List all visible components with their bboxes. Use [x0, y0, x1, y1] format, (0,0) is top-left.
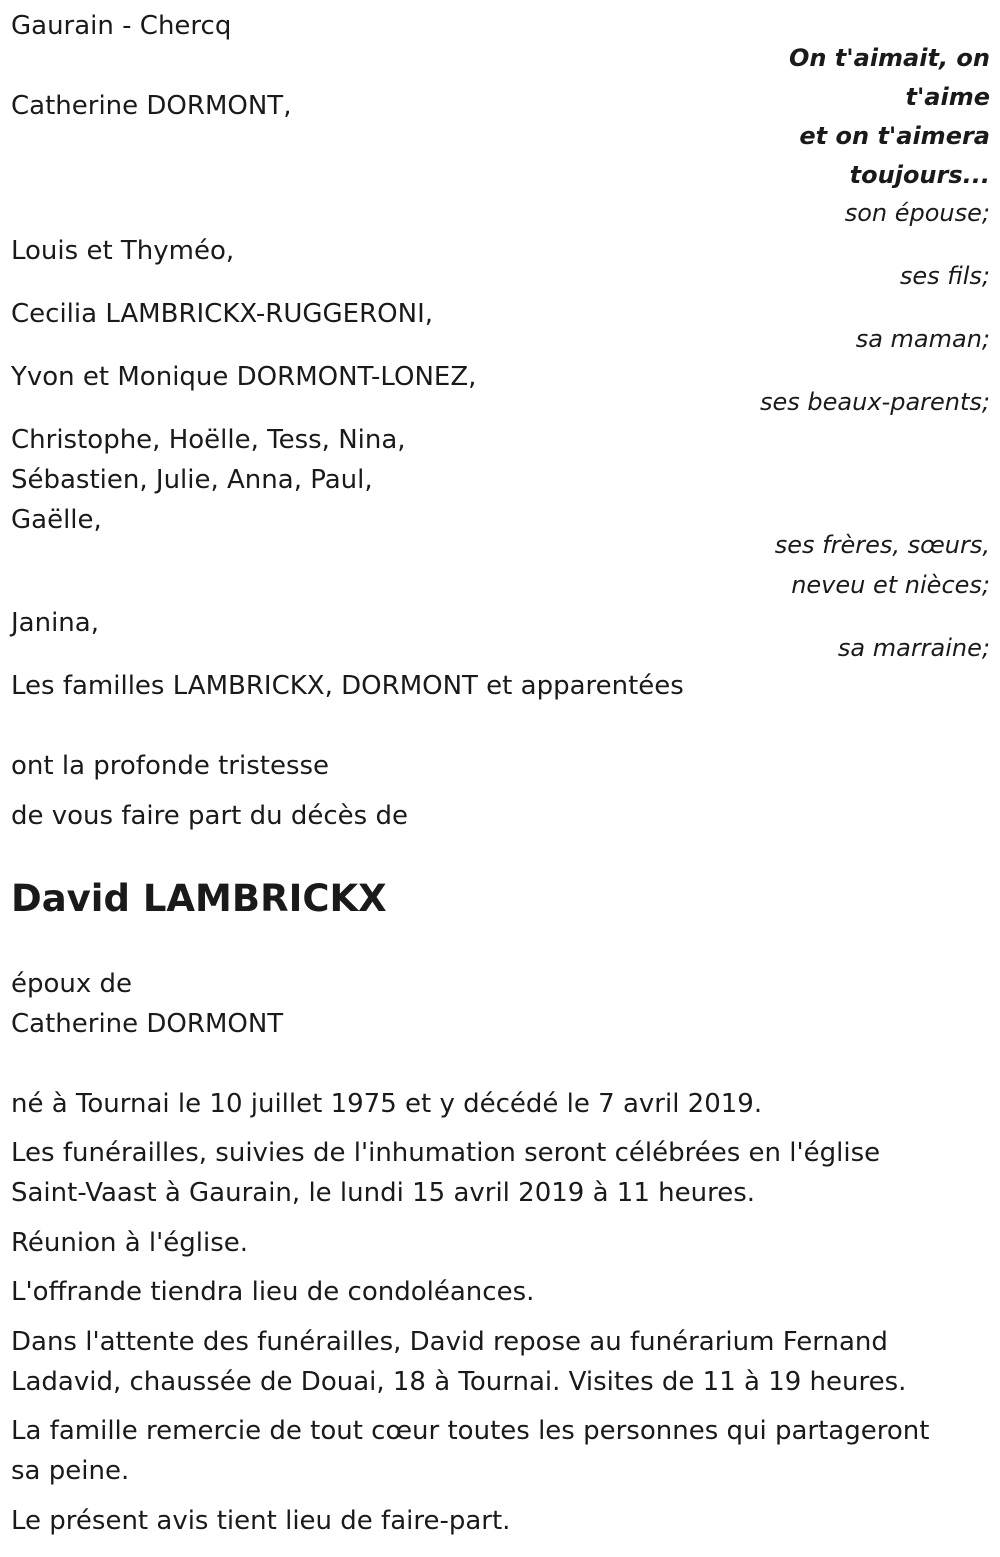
family-name-siblings: Gaëlle,	[11, 505, 102, 535]
relation-godmother: sa marraine;	[837, 634, 990, 662]
quote-line: t'aime	[905, 83, 990, 111]
detail-line: né à Tournai le 10 juillet 1975 et y décédé le 7 avril 2019.	[11, 1089, 763, 1119]
detail-line: Saint-Vaast à Gaurain, le lundi 15 avril 2019 à 11 heures.	[11, 1178, 756, 1208]
announcement-line: ont la profonde tristesse	[11, 751, 330, 781]
detail-line: Réunion à l'église.	[11, 1228, 249, 1258]
spouse-label: époux de	[11, 969, 133, 999]
family-name-siblings: Sébastien, Julie, Anna, Paul,	[11, 465, 373, 495]
family-name-families: Les familles LAMBRICKX, DORMONT et apparentées	[11, 671, 684, 701]
place-heading: Gaurain - Chercq	[11, 11, 232, 41]
family-name-siblings: Christophe, Hoëlle, Tess, Nina,	[11, 425, 406, 455]
family-name-parents-in-law: Yvon et Monique DORMONT-LONEZ,	[11, 362, 477, 392]
detail-line: Les funérailles, suivies de l'inhumation seront célébrées en l'église	[11, 1138, 881, 1168]
relation-siblings: neveu et nièces;	[791, 571, 990, 599]
spouse-name: Catherine DORMONT	[11, 1009, 284, 1039]
relation-sons: ses fils;	[899, 262, 990, 290]
quote-line: On t'aimait, on	[788, 44, 990, 72]
detail-line: sa peine.	[11, 1456, 130, 1486]
announcement-line: de vous faire part du décès de	[11, 801, 408, 831]
family-name-godmother: Janina,	[11, 608, 99, 638]
detail-line: La famille remercie de tout cœur toutes les personnes qui partageront	[11, 1416, 930, 1446]
deceased-name: David LAMBRICKX	[11, 877, 387, 920]
family-name-spouse: Catherine DORMONT,	[11, 91, 292, 121]
detail-line: Le présent avis tient lieu de faire-part.	[11, 1506, 511, 1536]
relation-parents-in-law: ses beaux-parents;	[760, 388, 990, 416]
family-name-sons: Louis et Thyméo,	[11, 236, 235, 266]
relation-mother: sa maman;	[855, 325, 990, 353]
detail-line: Dans l'attente des funérailles, David repose au funérarium Fernand	[11, 1327, 888, 1357]
memorial-quote	[690, 39, 990, 195]
relation-spouse: son épouse;	[844, 199, 990, 227]
family-name-mother: Cecilia LAMBRICKX-RUGGERONI,	[11, 299, 434, 329]
quote-line: toujours...	[849, 161, 990, 189]
relation-siblings: ses frères, sœurs,	[774, 531, 990, 559]
detail-line: Ladavid, chaussée de Douai, 18 à Tournai. Visites de 11 à 19 heures.	[11, 1367, 907, 1397]
detail-line: L'offrande tiendra lieu de condoléances.	[11, 1277, 535, 1307]
quote-line: et on t'aimera	[799, 122, 990, 150]
